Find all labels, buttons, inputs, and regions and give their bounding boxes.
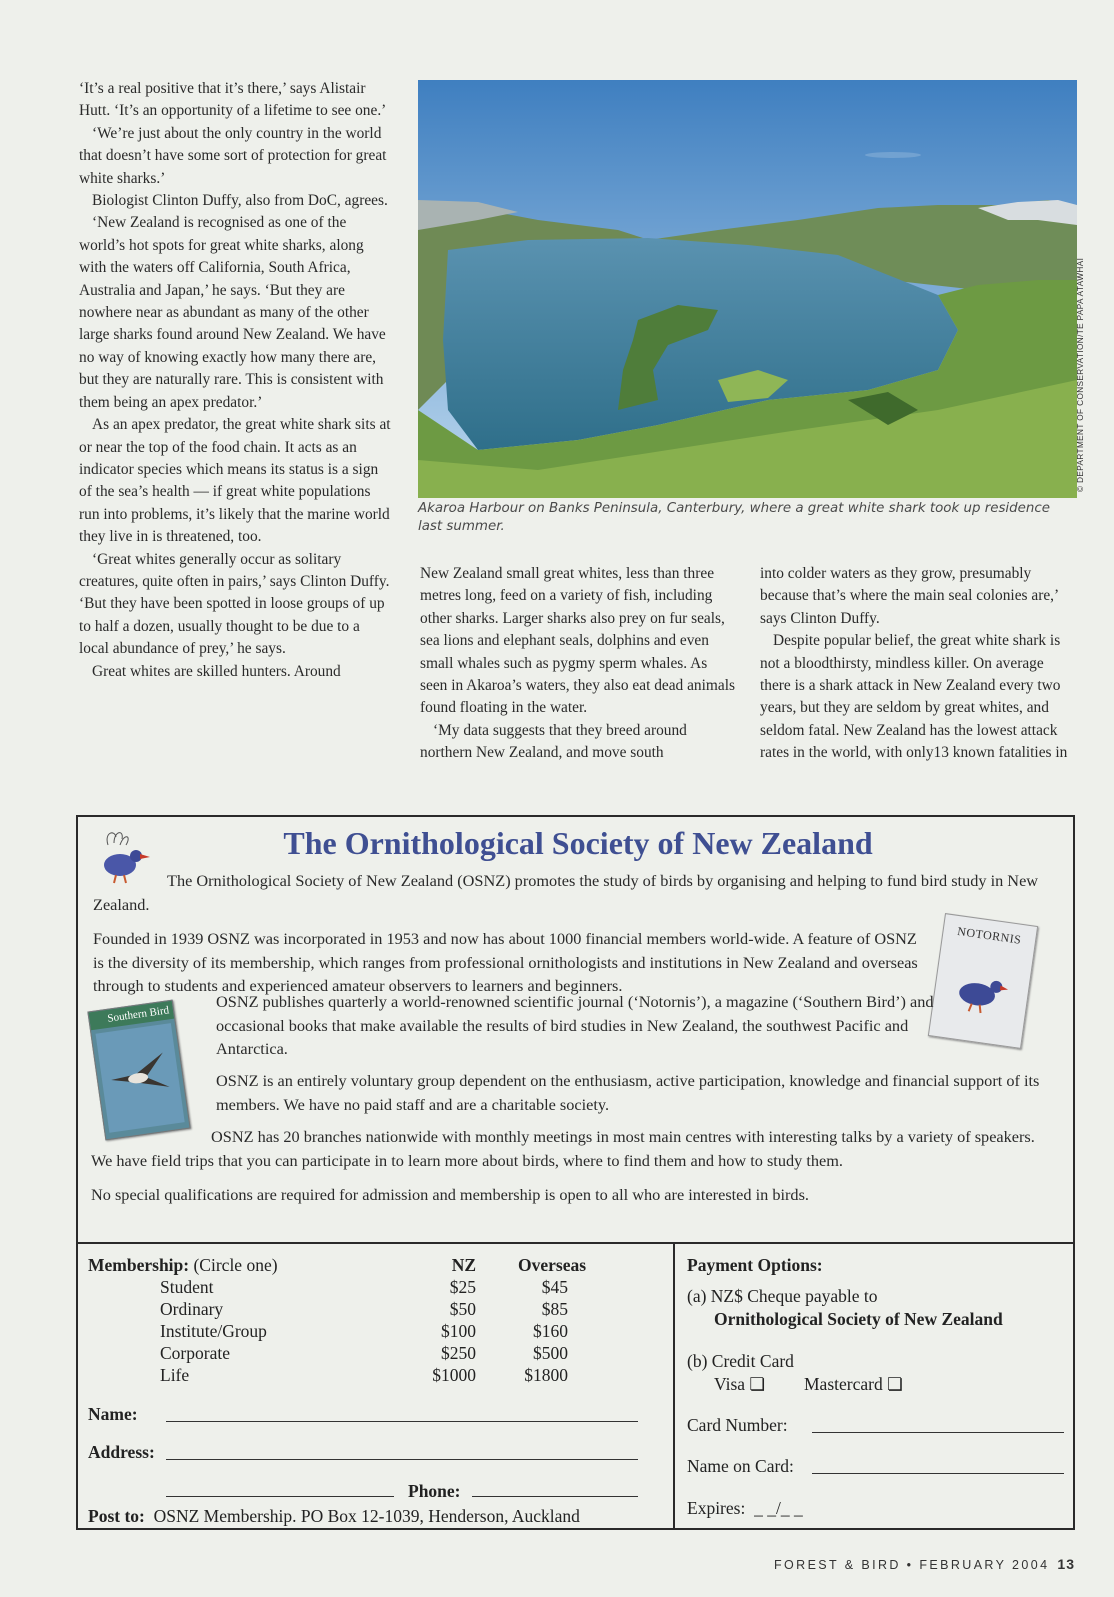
article-paragraph: Despite popular belief, the great white shark is not a bloodthirsty, mindless killer. On average there is a shark attack in New Zealand every two years, but they are seldom by great whites, and seldom fatal. New Zealand has the lowest attack rates in the world, with only13 known fatalities in: [760, 632, 1068, 762]
article-paragraph: ‘We’re just about the only country in the world that doesn’t have some sort of protection for great white sharks.’: [79, 124, 387, 187]
form-divider: [78, 1242, 1073, 1244]
mastercard-label: Mastercard: [804, 1374, 883, 1394]
notornis-journal-cover: [928, 913, 1038, 1049]
column-nz: NZ: [451, 1255, 476, 1275]
osnz-title: The Ornithological Society of New Zealand: [283, 825, 873, 861]
osnz-paragraph: OSNZ has 20 branches nationwide with monthly meetings in most main centres with interesting talks by a variety of speakers. We have field trips that you can participate in to learn more about birds, where to find them and how to study them.: [91, 1127, 1035, 1170]
column-overseas: Overseas: [518, 1255, 587, 1275]
rate-type[interactable]: Ordinary: [160, 1299, 224, 1319]
notornis-title: NOTORNIS: [956, 924, 1023, 947]
phone-label: Phone:: [408, 1481, 461, 1501]
expires-label: Expires:: [687, 1498, 746, 1518]
post-address: OSNZ Membership. PO Box 12-1039, Henderson, Auckland: [153, 1506, 580, 1526]
article-paragraph: As an apex predator, the great white shark sits at or near the top of the food chain. It acts as an indicator species which means its status is a sign of the sea’s health — if great white populations run into problems, it’s likely that the marine world they live in is threatened, too.: [79, 416, 391, 546]
rate-type[interactable]: Institute/Group: [160, 1321, 267, 1341]
form-column-divider: [673, 1242, 675, 1528]
southern-bird-title: Southern Bird: [89, 1001, 175, 1031]
rate-overseas[interactable]: $1800: [524, 1365, 568, 1385]
visa-option[interactable]: [714, 1373, 765, 1395]
rate-type[interactable]: Corporate: [160, 1343, 230, 1363]
name-on-card-label: Name on Card:: [687, 1456, 794, 1476]
photo-caption: Akaroa Harbour on Banks Peninsula, Canterbury, where a great white shark took up residence last summer.: [418, 501, 1050, 534]
takahe-cover-icon: [947, 961, 1013, 1019]
article-paragraph: ‘New Zealand is recognised as one of the world’s hot spots for great white sharks, along with the waters off California, South Africa, Australia and Japan,’ he says. ‘But they are nowhere near as abundant as many of the other large sharks found around New Zealand. We have no way of knowing exactly how many there are, but they are naturally rare. This is consistent with them being an apex predator.’: [79, 214, 386, 411]
rate-overseas[interactable]: $160: [533, 1321, 568, 1341]
osnz-paragraph: OSNZ publishes quarterly a world-renowned scientific journal (‘Notornis’), a magazine (‘Southern Bird’) and occasional books that make available the results of bird studies in New Zealand, the southwest Pacific and Antarctica.: [216, 992, 934, 1059]
post-to-label: Post to:: [88, 1506, 145, 1526]
mastercard-option[interactable]: [804, 1373, 903, 1395]
expires-row: [687, 1497, 803, 1519]
visa-label: Visa: [714, 1374, 746, 1394]
post-to: [88, 1505, 580, 1527]
osnz-paragraph: No special qualifications are required for admission and membership is open to all who are interested in birds.: [91, 1185, 809, 1204]
rate-overseas[interactable]: $45: [541, 1277, 568, 1297]
card-number-field[interactable]: [812, 1432, 1064, 1433]
article-column-left: [79, 78, 392, 683]
rate-nz[interactable]: $50: [449, 1299, 476, 1319]
membership-label: Membership:: [88, 1255, 190, 1275]
article-paragraph: ‘It’s a real positive that it’s there,’ says Alistair Hutt. ‘It’s an opportunity of a lifetime to see one.’: [79, 80, 387, 120]
article-paragraph: New Zealand small great whites, less than three metres long, feed on a variety of fish, including other sharks. Larger sharks also prey on fur seals, sea lions and elephant seals, dolphins and even small whales such as pygmy sperm whales. As seen in Akaroa’s waters, they also eat dead animals found floating in the water.: [420, 565, 735, 717]
photo-credit: © DEPARTMENT OF CONSERVATION/TE PAPA ATAWHAI: [1076, 257, 1085, 492]
address-field[interactable]: [166, 1459, 638, 1460]
article-column-right: [760, 563, 1073, 765]
akaroa-harbour-photo: [418, 80, 1077, 498]
cheque-payee: Ornithological Society of New Zealand: [714, 1309, 1003, 1329]
rate-nz[interactable]: $1000: [432, 1365, 476, 1385]
address-field-line-2[interactable]: [166, 1496, 394, 1497]
membership-note: (Circle one): [193, 1255, 278, 1275]
seabird-icon: [102, 1041, 180, 1110]
osnz-paragraph: Founded in 1939 OSNZ was incorporated in 1953 and now has about 1000 financial members world-wide. A feature of OSNZ is the diversity of its membership, which ranges from professional ornithologists and institutions in New Zealand and overseas through to students and experienced amateur observers to learners and beginners.: [93, 929, 918, 996]
rate-type[interactable]: Student: [160, 1277, 214, 1297]
article-paragraph: Biologist Clinton Duffy, also from DoC, agrees.: [92, 192, 388, 210]
rate-overseas[interactable]: $500: [533, 1343, 568, 1363]
rate-nz[interactable]: $25: [449, 1277, 476, 1297]
article-paragraph: into colder waters as they grow, presumably because that’s where the main seal colonies are,’ says Clinton Duffy.: [760, 565, 1058, 627]
visa-checkbox[interactable]: ❏: [749, 1374, 766, 1394]
article-column-middle: [420, 563, 738, 765]
name-on-card-field[interactable]: [812, 1473, 1064, 1474]
payment-title: Payment Options:: [687, 1255, 823, 1275]
rate-type[interactable]: Life: [160, 1365, 190, 1385]
rate-nz[interactable]: $100: [441, 1321, 476, 1341]
option-cheque[interactable]: (a) NZ$ Cheque payable to: [687, 1286, 878, 1306]
article-paragraph: ‘Great whites generally occur as solitary creatures, quite often in pairs,’ says Clinton Duffy. ‘But they have been spotted in loose groups of up to half a dozen, usually thought to be due to a local abundance of prey,’ he says.: [79, 550, 390, 658]
expires-field[interactable]: _ _/_ _: [754, 1498, 803, 1518]
osnz-advertisement: [76, 815, 1075, 1530]
osnz-paragraph: OSNZ is an entirely voluntary group dependent on the enthusiasm, active participation, knowledge and financial support of its members. We have no paid staff and are a charitable society.: [216, 1071, 1040, 1114]
card-number-label: Card Number:: [687, 1415, 788, 1435]
article-paragraph: ‘My data suggests that they breed around northern New Zealand, and move south: [420, 721, 687, 762]
membership-heading: [88, 1254, 278, 1276]
publication-name: FOREST & BIRD • FEBRUARY 2004: [773, 1558, 1050, 1572]
phone-field[interactable]: [472, 1496, 638, 1497]
page-footer: [774, 1556, 1075, 1572]
name-field[interactable]: [166, 1421, 638, 1422]
address-label: Address:: [88, 1442, 155, 1462]
rate-overseas[interactable]: $85: [541, 1299, 568, 1319]
page-number: 13: [1057, 1556, 1075, 1572]
option-credit-card[interactable]: (b) Credit Card: [687, 1351, 794, 1371]
osnz-paragraph: The Ornithological Society of New Zealand (OSNZ) promotes the study of birds by organising and helping to fund bird study in New Zealand.: [93, 871, 1039, 914]
mastercard-checkbox[interactable]: ❏: [887, 1374, 903, 1394]
article-paragraph: Great whites are skilled hunters. Around: [92, 662, 341, 680]
southern-bird-magazine-cover: [87, 1000, 190, 1141]
rate-nz[interactable]: $250: [441, 1343, 476, 1363]
name-label: Name:: [88, 1404, 138, 1424]
